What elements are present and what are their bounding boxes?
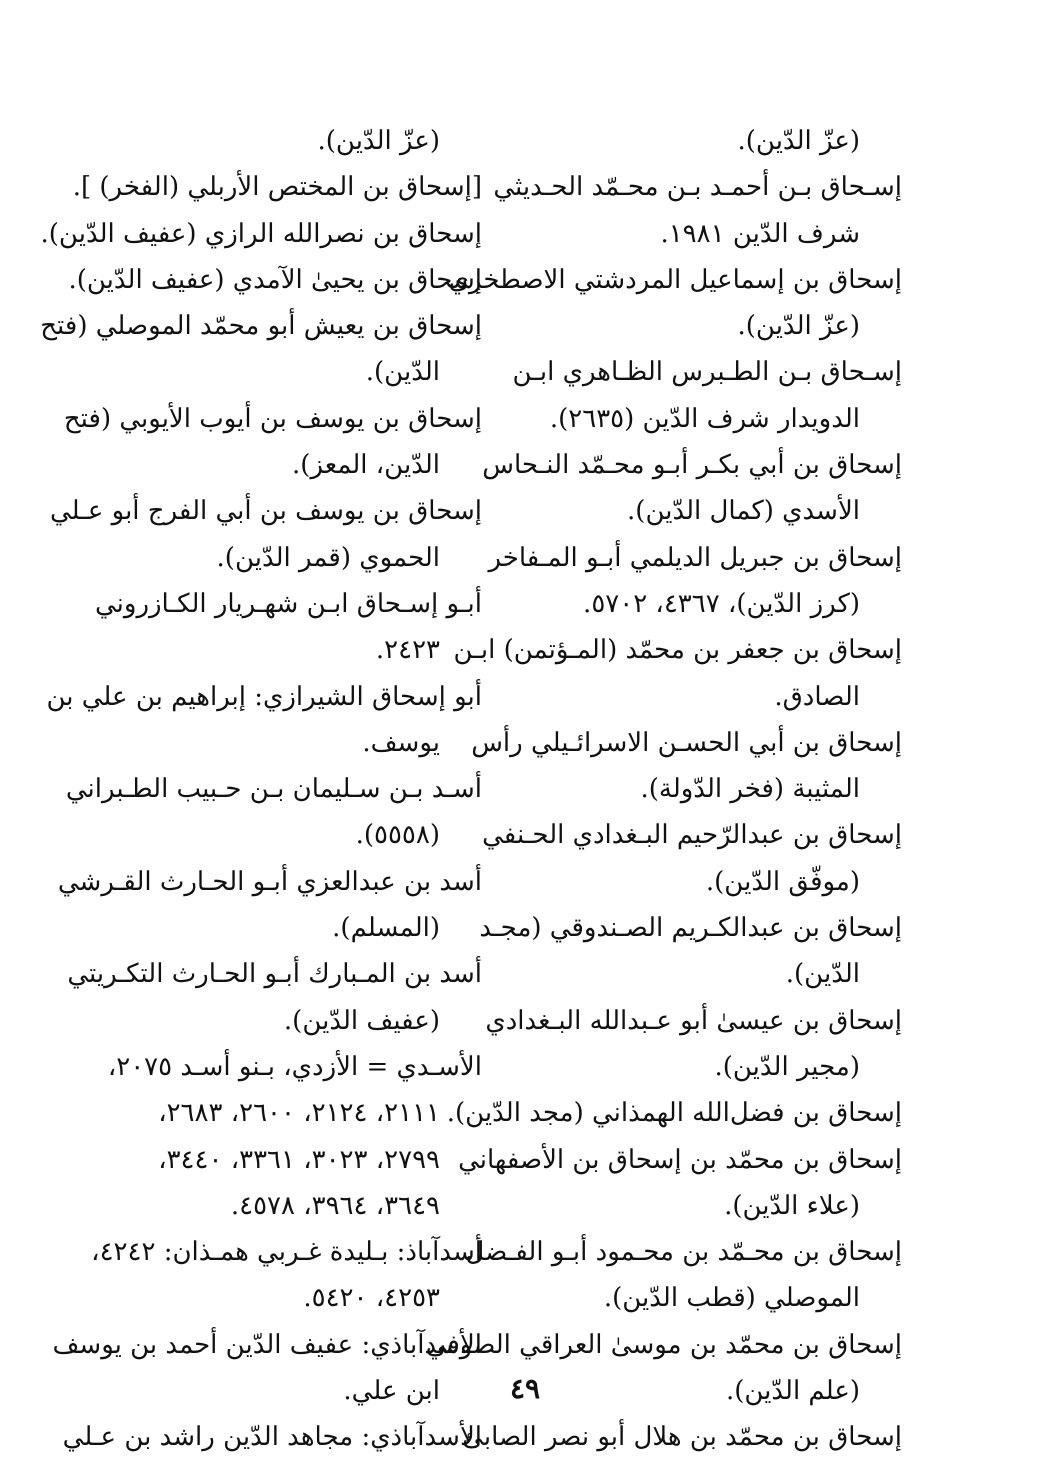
index-entry-line: إسحاق بن عيسىٰ أبو عـبدالله البـغدادي xyxy=(485,1005,902,1036)
index-column-left xyxy=(40,118,482,1461)
index-entry-continuation: الدويدار شرف الدّين (٢٦٣٥). xyxy=(549,403,860,434)
index-entry-continuation: الأسدي (كمال الدّين). xyxy=(627,496,860,527)
index-entry-line: إسحاق بن نصرالله الرازي (عفيف الدّين). xyxy=(40,218,482,249)
index-entry-continuation: (مجير الدّين). xyxy=(714,1051,860,1082)
index-entry-continuation: يوسف. xyxy=(362,727,440,758)
index-entry-line: أبـو إسـحاق ابـن شهـريار الكـازروني xyxy=(94,588,482,619)
index-entry-continuation: ٢٤٢٣. xyxy=(375,635,440,666)
index-entry-continuation: (عزّ الدّين). xyxy=(737,126,860,156)
index-entry-line: إسحاق بن يوسف بن أبي الفرج أبو عـلي xyxy=(49,496,482,527)
index-entry-line: إسحاق بن يحيىٰ الآمدي (عفيف الدّين). xyxy=(68,264,482,295)
index-entry-line: إسحاق بن أبي بكـر أبـو محـمّد النـحاس xyxy=(482,450,902,481)
index-entry-continuation: (موفّق الدّين). xyxy=(705,866,860,897)
index-entry-line: إسحاق بن محمّد بن هلال أبو نصر الصابئ xyxy=(462,1422,902,1453)
index-entry-line: إسحاق بن محمّد بن موسىٰ العراقي الصوفي xyxy=(425,1329,902,1360)
index-entry-continuation: (عزّ الدّين). xyxy=(737,311,860,342)
index-entry-line: إسحاق بن محمّد بن إسحاق بن الأصفهاني xyxy=(458,1144,902,1175)
index-entry-line: إسـحاق بـن الطـبرس الظـاهري ابـن xyxy=(512,357,902,388)
index-entry-continuation: شرف الدّين ١٩٨١. xyxy=(660,218,860,249)
index-entry-line: إسحاق بن يعيش أبو محمّد الموصلي (فتح xyxy=(40,311,482,342)
index-entry-continuation: الصادق. xyxy=(774,681,860,712)
index-entry-line: إسحاق بن أبي الحسـن الاسرائـيلي رأس xyxy=(471,727,902,758)
index-entry-continuation: ٢١١١، ٢١٢٤، ٢٦٠٠، ٢٦٨٣، xyxy=(158,1098,440,1129)
index-entry-line: إسحاق بن جبريل الديلمي أبـو المـفاخر xyxy=(488,542,902,573)
index-entry-continuation: ٣٦٤٩، ٣٩٦٤، ٤٥٧٨. xyxy=(230,1190,440,1221)
index-entry-line: أبو إسحاق الشيرازي: إبراهيم بن علي بن xyxy=(46,681,482,712)
index-entry-line: إسحاق بن جعفر بن محمّد (المـؤتمن) ابـن xyxy=(453,635,902,666)
index-entry-line: الأسدآباذي: عفيف الدّين أحمد بن يوسف xyxy=(52,1329,482,1360)
index-entry-continuation: الموصلي (قطب الدّين). xyxy=(603,1283,860,1314)
index-entry-line: أسـد بـن سـليمان بـن حـبيب الطـبراني xyxy=(65,774,482,805)
index-entry-line: إسحاق بن محـمّد بن محـمود أبـو الفـضل xyxy=(465,1237,902,1268)
index-entry-continuation: (عزّ الدّين). xyxy=(317,126,440,156)
index-entry-continuation: (علم الدّين). xyxy=(725,1376,860,1407)
index-entry-continuation: ٤٢٥٣، ٥٤٢٠. xyxy=(303,1283,440,1314)
index-entry-continuation: (المسلم). xyxy=(332,913,440,944)
index-entry-line: أسد بن عبدالعزي أبـو الحـارث القـرشي xyxy=(57,866,482,897)
index-entry-continuation: ٢٧٩٩، ٣٠٢٣، ٣٣٦١، ٣٤٤٠، xyxy=(158,1144,440,1175)
index-entry-line: إسحاق بن يوسف بن أيوب الأيوبي (فتح xyxy=(63,403,482,434)
index-entry-continuation: (علاء الدّين). xyxy=(724,1190,860,1221)
index-entry-continuation: الدّين). xyxy=(785,959,860,990)
index-entry-continuation: المثيبة (فخر الدّولة). xyxy=(640,774,860,805)
index-entry-continuation: (كرز الدّين)، ٤٣٦٧، ٥٧٠٢. xyxy=(583,588,860,619)
index-entry-continuation: (عفيف الدّين). xyxy=(283,1005,440,1036)
index-entry-line: الأسدآباذي: مجاهد الدّين راشد بن عـلي xyxy=(62,1422,482,1453)
index-entry-continuation: ابن علي. xyxy=(343,1376,440,1407)
index-entry-line: أسدآباذ: بـليدة غـربي همـذان: ٤٢٤٢، xyxy=(91,1237,482,1268)
index-entry-line: إسحاق بن فضل‌الله الهمذاني (مجد الدّين). xyxy=(446,1098,902,1129)
index-entry-line: إسـحاق بـن أحمـد بـن محـمّد الحـديثي xyxy=(493,172,902,203)
index-entry-line: [إسحاق بن المختص الأربلي (الفخر) ]. xyxy=(72,172,482,203)
index-entry-continuation: الدّين، المعز). xyxy=(292,450,440,481)
index-entry-line: إسحاق بن عبدالرّحيم البـغدادي الحـنفي xyxy=(482,820,902,851)
index-entry-line: إسحاق بن عبدالكـريم الصـندوقي (مجـد xyxy=(479,913,902,944)
page-number: ٤٩ xyxy=(509,1372,541,1405)
index-entry-continuation: الحموي (قمر الدّين). xyxy=(216,542,440,573)
index-entry-line: الأسـدي = الأزدي، بـنو أسـد ٢٠٧٥، xyxy=(107,1051,482,1082)
index-entry-line: إسحاق بن إسماعيل المردشتي الاصطخري xyxy=(448,264,902,295)
index-entry-line: أسد بن المـبارك أبـو الحـارث التكـريتي xyxy=(67,959,482,990)
index-entry-continuation: (٥٥٥٨). xyxy=(355,820,440,851)
index-entry-continuation: الدّين). xyxy=(365,357,440,388)
